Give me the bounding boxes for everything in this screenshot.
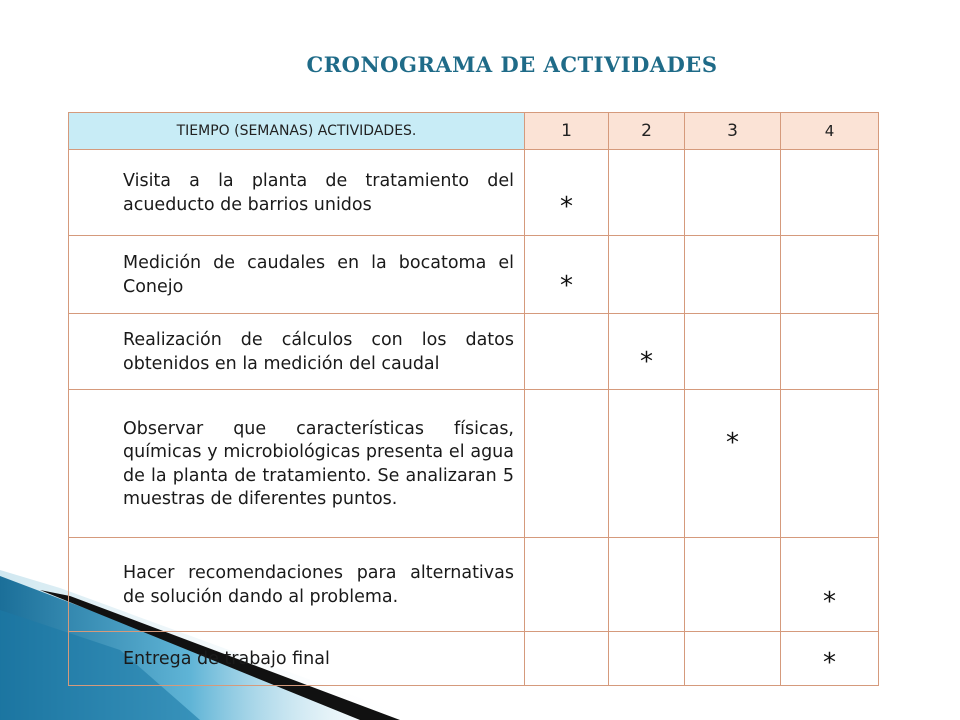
activity-cell: Visita a la planta de tratamiento del acueducto de barrios unidos [69,150,525,236]
week-4-cell [781,236,879,314]
week-2-mark: * [609,314,685,390]
schedule-table [68,112,879,686]
table-row [69,632,879,686]
week-1-cell [525,632,609,686]
activity-cell: Hacer recomendaciones para alternativas de solución dando al problema. [69,538,525,632]
table-row [69,150,879,236]
header-week-3: 3 [685,113,781,150]
week-2-cell [609,632,685,686]
page-title: CRONOGRAMA DE ACTIVIDADES [306,52,718,77]
activity-cell: Realización de cálculos con los datos obtenidos en la medición del caudal [69,314,525,390]
week-4-mark: * [781,538,879,632]
week-1-cell [525,314,609,390]
week-3-mark: * [685,390,781,538]
week-4-cell [781,314,879,390]
week-3-cell [685,538,781,632]
table-row [69,538,879,632]
week-1-cell [525,538,609,632]
week-3-cell [685,236,781,314]
week-4-mark: * [781,632,879,686]
table-row [69,236,879,314]
table-row [69,314,879,390]
header-week-2: 2 [609,113,685,150]
week-1-mark: * [525,236,609,314]
activity-cell: Observar que características físicas, químicas y microbiológicas presenta el agua de la planta de tratamiento. Se analizaran 5 muestras de diferentes puntos. [69,390,525,538]
week-3-cell [685,314,781,390]
week-2-cell [609,390,685,538]
week-2-cell [609,150,685,236]
header-week-4: 4 [781,113,879,150]
header-activities: TIEMPO (SEMANAS) ACTIVIDADES. [69,113,525,150]
week-4-cell [781,150,879,236]
table-row [69,390,879,538]
activity-cell: Medición de caudales en la bocatoma el Conejo [69,236,525,314]
week-3-cell [685,150,781,236]
week-2-cell [609,538,685,632]
week-1-cell [525,390,609,538]
week-4-cell [781,390,879,538]
week-2-cell [609,236,685,314]
table-header-row [69,113,879,150]
week-1-mark: * [525,150,609,236]
header-week-1: 1 [525,113,609,150]
week-3-cell [685,632,781,686]
activity-cell: Entrega de trabajo final [69,632,525,686]
